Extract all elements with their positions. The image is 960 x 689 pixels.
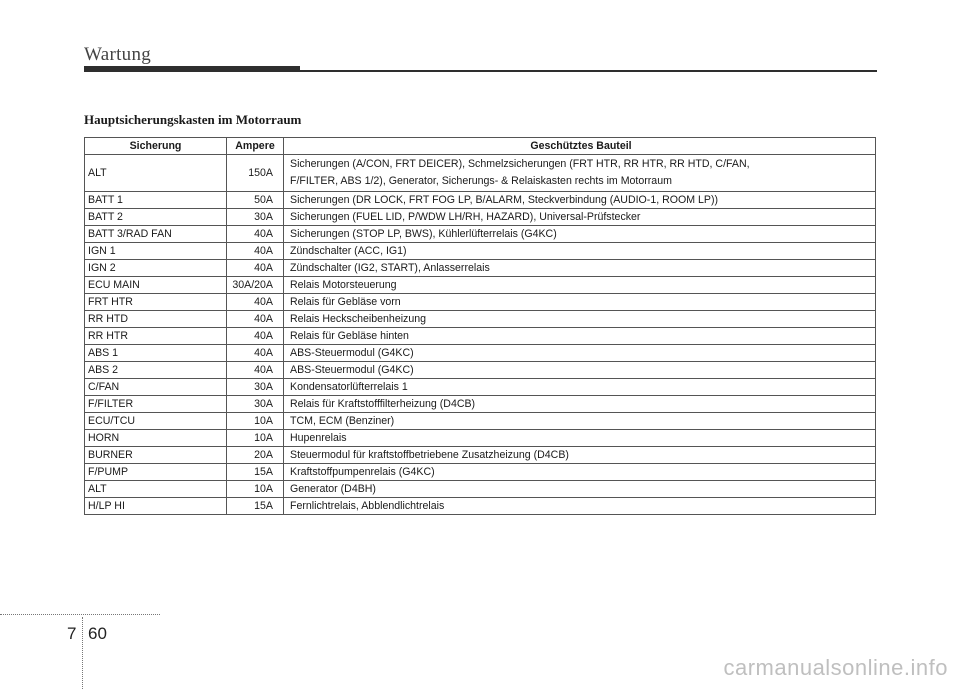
footer-divider-horizontal <box>0 614 160 615</box>
header-rule-thin <box>300 70 877 72</box>
component-cell: Relais für Gebläse hinten <box>284 328 876 345</box>
table-body <box>85 155 876 515</box>
table-row <box>85 243 876 260</box>
fuse-name-cell: ALT <box>85 155 227 192</box>
ampere-cell: 10A <box>227 413 284 430</box>
component-cell: Fernlichtrelais, Abblendlichtrelais <box>284 498 876 515</box>
table-row <box>85 447 876 464</box>
ampere-cell: 40A <box>227 345 284 362</box>
fuse-name-cell: ECU/TCU <box>85 413 227 430</box>
ampere-cell: 15A <box>227 464 284 481</box>
table-row <box>85 260 876 277</box>
component-cell: Sicherungen (FUEL LID, P/WDW LH/RH, HAZARD), Universal-Prüfstecker <box>284 209 876 226</box>
table-row <box>85 379 876 396</box>
component-cell: Sicherungen (DR LOCK, FRT FOG LP, B/ALARM, Steckverbindung (AUDIO-1, ROOM LP)) <box>284 192 876 209</box>
ampere-cell: 20A <box>227 447 284 464</box>
fuse-name-cell: F/FILTER <box>85 396 227 413</box>
ampere-cell: 30A <box>227 379 284 396</box>
component-line: F/FILTER, ABS 1/2), Generator, Sicherungs- & Relaiskasten rechts im Motorraum <box>290 175 672 187</box>
ampere-cell: 30A <box>227 396 284 413</box>
ampere-cell: 50A <box>227 192 284 209</box>
fuse-name-cell: C/FAN <box>85 379 227 396</box>
ampere-cell: 40A <box>227 328 284 345</box>
ampere-cell: 10A <box>227 430 284 447</box>
fuse-name-cell: RR HTR <box>85 328 227 345</box>
component-cell: Kondensatorlüfterrelais 1 <box>284 379 876 396</box>
component-line: Sicherungen (A/CON, FRT DEICER), Schmelzsicherungen (FRT HTR, RR HTR, RR HTD, C/FAN, <box>290 158 750 170</box>
table-row <box>85 328 876 345</box>
component-cell: Hupenrelais <box>284 430 876 447</box>
fuse-name-cell: ABS 2 <box>85 362 227 379</box>
fuse-name-cell: ABS 1 <box>85 345 227 362</box>
table-row <box>85 396 876 413</box>
fuse-name-cell: H/LP HI <box>85 498 227 515</box>
fuse-name-cell: IGN 2 <box>85 260 227 277</box>
ampere-cell: 40A <box>227 362 284 379</box>
watermark: carmanualsonline.info <box>723 655 948 680</box>
fuse-name-cell: HORN <box>85 430 227 447</box>
ampere-cell: 40A <box>227 260 284 277</box>
column-header-component: Geschütztes Bauteil <box>284 138 876 155</box>
component-cell: Relais für Gebläse vorn <box>284 294 876 311</box>
header-title: Wartung <box>84 44 152 65</box>
component-cell: Relais Heckscheibenheizung <box>284 311 876 328</box>
component-cell: TCM, ECM (Benziner) <box>284 413 876 430</box>
fuse-table <box>84 137 876 515</box>
fuse-name-cell: ALT <box>85 481 227 498</box>
component-cell: ABS-Steuermodul (G4KC) <box>284 362 876 379</box>
table-row <box>85 345 876 362</box>
ampere-cell: 30A/20A <box>227 277 284 294</box>
table-row <box>85 362 876 379</box>
component-cell <box>284 155 876 192</box>
component-cell: Relais für Kraftstofffilterheizung (D4CB) <box>284 396 876 413</box>
table-row <box>85 481 876 498</box>
fuse-name-cell: BATT 1 <box>85 192 227 209</box>
fuse-name-cell: BURNER <box>85 447 227 464</box>
column-header-fuse: Sicherung <box>85 138 227 155</box>
page-number: 60 <box>88 624 107 643</box>
component-cell: Zündschalter (ACC, IG1) <box>284 243 876 260</box>
column-header-ampere: Ampere <box>227 138 284 155</box>
ampere-cell: 150A <box>227 155 284 192</box>
component-cell: Zündschalter (IG2, START), Anlasserrelais <box>284 260 876 277</box>
section-title: Hauptsicherungskasten im Motorraum <box>84 112 302 127</box>
footer-divider-vertical <box>82 617 83 689</box>
component-cell: Kraftstoffpumpenrelais (G4KC) <box>284 464 876 481</box>
component-cell: ABS-Steuermodul (G4KC) <box>284 345 876 362</box>
table-row <box>85 311 876 328</box>
ampere-cell: 15A <box>227 498 284 515</box>
table-row <box>85 413 876 430</box>
fuse-name-cell: ECU MAIN <box>85 277 227 294</box>
ampere-cell: 40A <box>227 226 284 243</box>
fuse-name-cell: BATT 3/RAD FAN <box>85 226 227 243</box>
component-cell: Steuermodul für kraftstoffbetriebene Zusatzheizung (D4CB) <box>284 447 876 464</box>
component-cell: Sicherungen (STOP LP, BWS), Kühlerlüfterrelais (G4KC) <box>284 226 876 243</box>
ampere-cell: 40A <box>227 243 284 260</box>
fuse-name-cell: FRT HTR <box>85 294 227 311</box>
table-row <box>85 294 876 311</box>
ampere-cell: 40A <box>227 311 284 328</box>
table-row <box>85 226 876 243</box>
table-row <box>85 155 876 192</box>
table-row <box>85 192 876 209</box>
table-row <box>85 209 876 226</box>
component-cell: Relais Motorsteuerung <box>284 277 876 294</box>
table-row <box>85 277 876 294</box>
table-row <box>85 498 876 515</box>
table-row <box>85 464 876 481</box>
component-cell: Generator (D4BH) <box>284 481 876 498</box>
ampere-cell: 30A <box>227 209 284 226</box>
table-row <box>85 430 876 447</box>
ampere-cell: 40A <box>227 294 284 311</box>
fuse-name-cell: IGN 1 <box>85 243 227 260</box>
table-header-row <box>85 138 876 155</box>
fuse-name-cell: RR HTD <box>85 311 227 328</box>
ampere-cell: 10A <box>227 481 284 498</box>
header-rule-thick <box>84 66 300 72</box>
fuse-name-cell: F/PUMP <box>85 464 227 481</box>
fuse-name-cell: BATT 2 <box>85 209 227 226</box>
chapter-number: 7 <box>67 624 77 643</box>
